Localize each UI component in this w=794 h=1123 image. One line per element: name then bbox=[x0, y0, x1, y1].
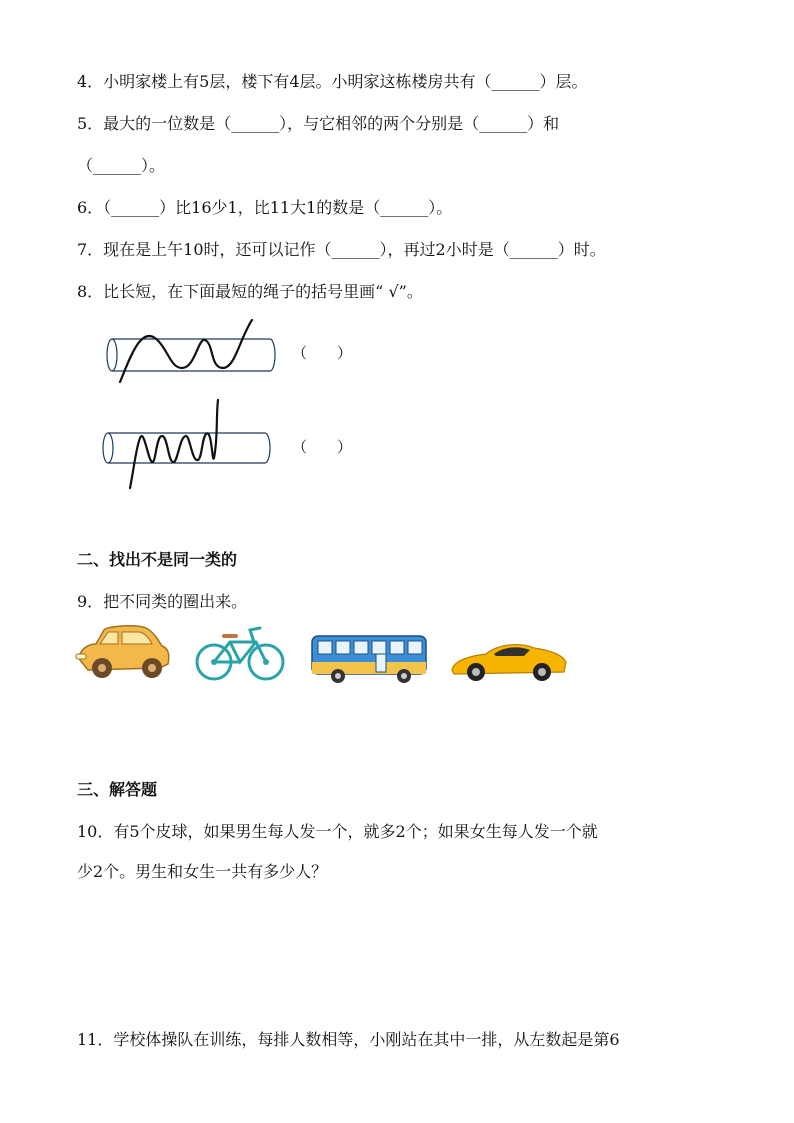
question-11: 11．学校体操队在训练，每排人数相等，小刚站在其中一排，从左数起是第6 bbox=[77, 1030, 620, 1049]
bus-icon[interactable] bbox=[310, 632, 428, 684]
question-6: 6．（______）比16少1，比11大1的数是（______）。 bbox=[77, 198, 453, 217]
rope-1-answer-paren[interactable]: （ ） bbox=[292, 344, 353, 362]
question-7: 7．现在是上午10时，还可以记作（______），再过2小时是（______）时。 bbox=[77, 240, 606, 259]
rope-1 bbox=[120, 320, 252, 382]
question-8: 8．比长短，在下面最短的绳子的括号里画“ √”。 bbox=[77, 282, 423, 301]
tube-2-body bbox=[108, 433, 270, 463]
question-10-line2: 少2个。男生和女生一共有多少人？ bbox=[77, 862, 328, 881]
section-2-title: 二、找出不是同一类的 bbox=[77, 550, 238, 569]
bicycle-icon[interactable] bbox=[194, 624, 286, 682]
rope-1-figure bbox=[100, 318, 280, 388]
sports-car-icon[interactable] bbox=[450, 640, 568, 684]
tube-2-left-end bbox=[103, 433, 113, 463]
rope-2-figure bbox=[98, 398, 278, 494]
rope-2-answer-paren[interactable]: （ ） bbox=[292, 438, 353, 456]
question-10-line1: 10．有5个皮球，如果男生每人发一个，就多2个；如果女生每人发一个就 bbox=[77, 822, 598, 841]
question-9: 9．把不同类的圈出来。 bbox=[77, 592, 248, 611]
question-4: 4．小明家楼上有5层，楼下有4层。小明家这栋楼房共有（______）层。 bbox=[77, 72, 588, 91]
question-5-line2: （______）。 bbox=[77, 156, 166, 175]
car-icon[interactable] bbox=[74, 624, 172, 682]
question-5-line1: 5．最大的一位数是（______），与它相邻的两个分别是（______）和 bbox=[77, 114, 560, 133]
tube-1-body bbox=[112, 339, 275, 371]
tube-1-left-end bbox=[107, 339, 117, 371]
section-3-title: 三、解答题 bbox=[77, 780, 158, 799]
rope-2 bbox=[130, 400, 218, 488]
